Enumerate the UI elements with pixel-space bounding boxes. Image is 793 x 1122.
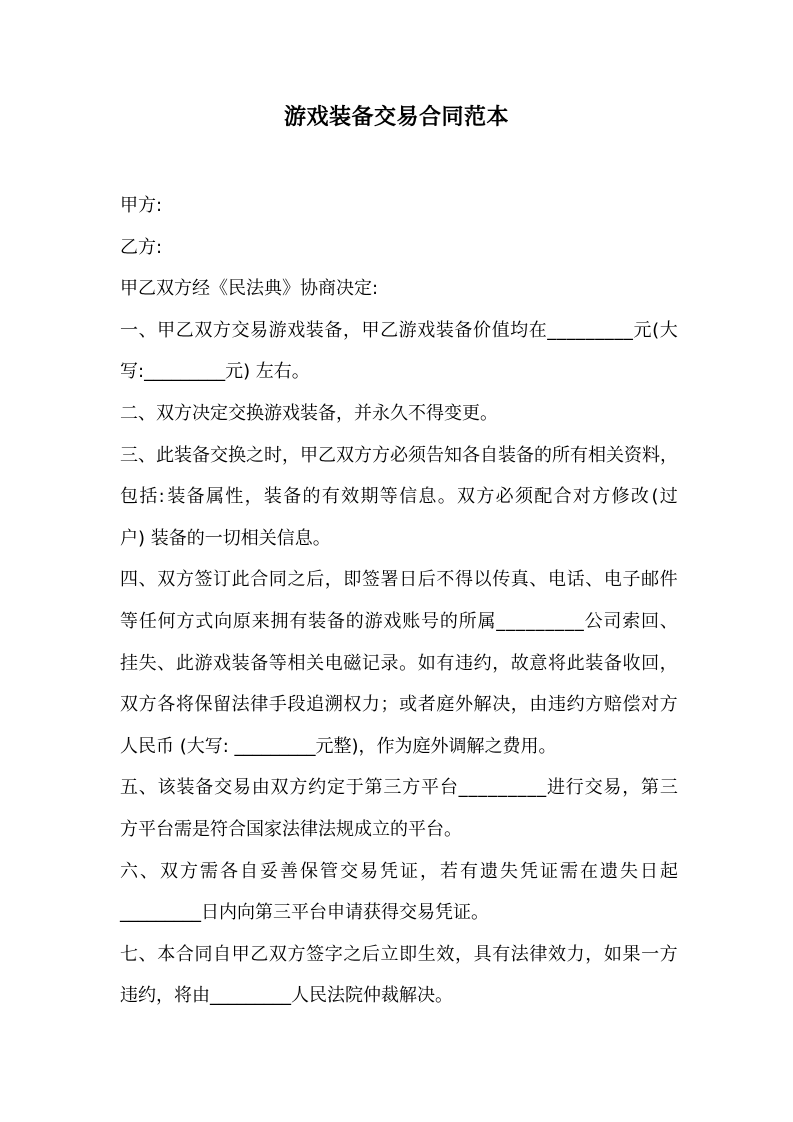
contract-line: 二、双方决定交换游戏装备，并永久不得变更。 — [120, 402, 498, 424]
contract-line: 包 括 : 装 备 属 性 ， 装 备 的 有 效 期 等 信 息 。 双 方 必 须 配 合 对 方 修 改 ( 过 — [120, 486, 678, 508]
contract-line: 五 、 该 装 备 交 易 由 双 方 约 定 于 第 三 方 平 台 _ _ _ _ _ _ _ _ _ 进 行 交 易 ， 第 三 — [120, 777, 678, 799]
contract-line: 六 、 双 方 需 各 自 妥 善 保 管 交 易 凭 证 ， 若 有 遗 失 凭 证 需 在 遗 失 日 起 — [120, 860, 678, 882]
contract-line: 甲方: — [120, 195, 163, 216]
contract-line: 挂 失 、 此 游 戏 装 备 等 相 关 电 磁 记 录 。 如 有 违 约 ， 故 意 将 此 装 备 收 回 ， — [120, 652, 678, 674]
contract-line: 双 方 各 将 保 留 法 律 手 段 追 溯 权 力 ； 或 者 庭 外 解 决 ， 由 违 约 方 赔 偿 对 方 — [120, 694, 678, 716]
page-title: 游戏装备交易合同范本 — [283, 105, 509, 130]
contract-line: 一 、 甲 乙 双 方 交 易 游 戏 装 备 ， 甲 乙 游 戏 装 备 价 值 均 在 _ _ _ _ _ _ _ _ _ 元 ( 大 — [120, 319, 678, 341]
contract-line: 写:_________元) 左右。 — [120, 361, 310, 383]
contract-line: 户) 装备的一切相关信息。 — [120, 527, 331, 549]
contract-line: 违约，将由_________人民法院仲裁解决。 — [120, 985, 453, 1007]
contract-line: 甲乙双方经《民法典》协商决定: — [120, 278, 379, 300]
contract-line: _________日内向第三平台申请获得交易凭证。 — [120, 902, 489, 924]
contract-line: 人民币 (大写: _________元整)，作为庭外调解之费用。 — [120, 735, 557, 757]
contract-line: 等 任 何 方 式 向 原 来 拥 有 装 备 的 游 戏 账 号 的 所 属 _ _ _ _ _ _ _ _ _ 公 司 索 回 、 — [120, 610, 678, 632]
contract-line: 三 、 此 装 备 交 换 之 时 ， 甲 乙 双 方 方 必 须 告 知 各 自 装 备 的 所 有 相 关 资 料 ， — [120, 444, 678, 466]
contract-body — [120, 185, 678, 1017]
contract-line: 七 、 本 合 同 自 甲 乙 双 方 签 字 之 后 立 即 生 效 ， 具 有 法 律 效 力 ， 如 果 一 方 — [120, 943, 678, 965]
contract-line: 方平台需是符合国家法律法规成立的平台。 — [120, 818, 462, 840]
contract-line: 四 、 双 方 签 订 此 合 同 之 后 ， 即 签 署 日 后 不 得 以 传 真 、 电 话 、 电 子 邮 件 — [120, 569, 678, 591]
contract-line: 乙方: — [120, 236, 163, 258]
